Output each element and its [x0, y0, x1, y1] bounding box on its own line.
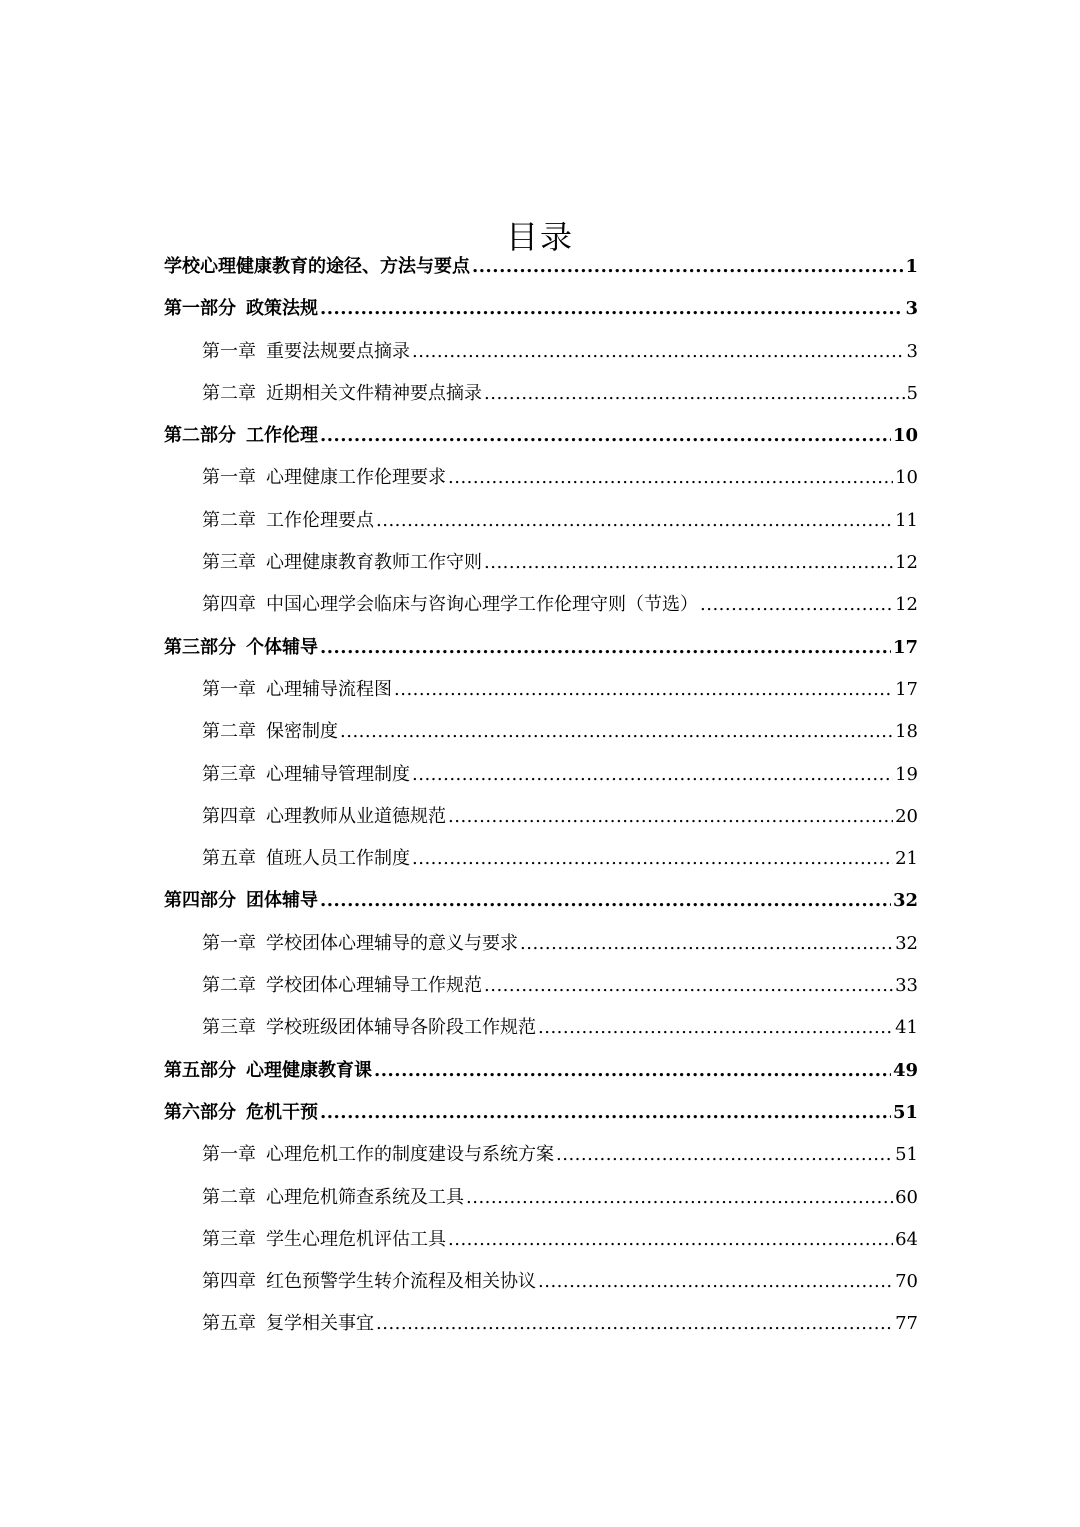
toc-chapter-entry[interactable]	[164, 669, 918, 711]
toc-entry-prefix: 第一章	[202, 467, 256, 489]
toc-page-number: 33	[895, 975, 918, 997]
toc-page-number: 17	[895, 678, 918, 700]
toc-leader-dots	[448, 457, 893, 499]
toc-entry-text: 学生心理危机评估工具	[266, 1228, 446, 1250]
table-of-contents	[164, 246, 918, 1346]
toc-part-entry[interactable]	[164, 246, 918, 288]
toc-entry-prefix: 第二章	[202, 1186, 256, 1208]
toc-chapter-entry[interactable]	[164, 1219, 918, 1261]
toc-page-number: 32	[892, 890, 918, 912]
toc-chapter-entry[interactable]	[164, 754, 918, 796]
toc-leader-dots	[412, 838, 893, 880]
toc-page-number: 41	[895, 1017, 918, 1039]
toc-part-entry[interactable]	[164, 627, 918, 669]
toc-page-number: 21	[895, 848, 918, 870]
toc-page-number: 12	[895, 552, 918, 574]
toc-leader-dots	[394, 669, 893, 711]
toc-page-number: 32	[895, 932, 918, 954]
toc-part-entry[interactable]	[164, 1050, 918, 1092]
toc-entry-prefix: 第三章	[202, 1017, 256, 1039]
toc-leader-dots	[412, 754, 893, 796]
toc-entry-text: 学校团体心理辅导的意义与要求	[266, 932, 518, 954]
toc-entry-text: 学校班级团体辅导各阶段工作规范	[266, 1017, 536, 1039]
toc-entry-text: 心理健康教育课	[246, 1059, 372, 1081]
toc-entry-prefix: 第三部分	[164, 636, 236, 658]
toc-entry-prefix: 第五部分	[164, 1059, 236, 1081]
toc-chapter-entry[interactable]	[164, 1303, 918, 1345]
toc-entry-text: 红色预警学生转介流程及相关协议	[266, 1271, 536, 1293]
toc-entry-prefix: 第二章	[202, 721, 256, 743]
toc-entry-text: 心理辅导流程图	[266, 678, 392, 700]
toc-leader-dots	[320, 288, 903, 330]
toc-entry-text: 心理危机工作的制度建设与系统方案	[266, 1144, 554, 1166]
toc-entry-text: 复学相关事宜	[266, 1313, 374, 1335]
toc-chapter-entry[interactable]	[164, 711, 918, 753]
toc-leader-dots	[448, 1219, 893, 1261]
toc-entry-prefix: 第三章	[202, 1228, 256, 1250]
toc-page-number: 10	[892, 425, 918, 447]
toc-leader-dots	[448, 796, 893, 838]
toc-entry-text: 近期相关文件精神要点摘录	[266, 382, 482, 404]
toc-entry-prefix: 第三章	[202, 763, 256, 785]
toc-page-number: 1	[905, 256, 918, 277]
toc-entry-prefix: 第二章	[202, 509, 256, 531]
toc-chapter-entry[interactable]	[164, 331, 918, 373]
toc-leader-dots	[340, 711, 893, 753]
toc-chapter-entry[interactable]	[164, 584, 918, 626]
toc-chapter-entry[interactable]	[164, 1007, 918, 1049]
toc-page-number: 77	[895, 1313, 918, 1335]
toc-leader-dots	[376, 1303, 893, 1345]
toc-leader-dots	[320, 1092, 891, 1134]
toc-entry-text: 值班人员工作制度	[266, 848, 410, 870]
toc-entry-text: 心理教师从业道德规范	[266, 805, 446, 827]
toc-entry-prefix: 第一部分	[164, 298, 236, 320]
toc-entry-text: 中国心理学会临床与咨询心理学工作伦理守则（节选）	[266, 594, 698, 616]
toc-page-number: 70	[895, 1271, 918, 1293]
toc-leader-dots	[538, 1261, 893, 1303]
toc-leader-dots	[376, 500, 893, 542]
toc-page-number: 64	[895, 1228, 918, 1250]
toc-chapter-entry[interactable]	[164, 457, 918, 499]
toc-page-number: 11	[895, 509, 918, 531]
toc-leader-dots	[520, 923, 893, 965]
toc-leader-dots	[484, 542, 893, 584]
toc-leader-dots	[412, 331, 905, 373]
toc-page-number: 12	[895, 594, 918, 616]
toc-entry-text: 学校心理健康教育的途径、方法与要点	[164, 256, 470, 277]
toc-chapter-entry[interactable]	[164, 796, 918, 838]
toc-chapter-entry[interactable]	[164, 1134, 918, 1176]
toc-leader-dots	[484, 373, 905, 415]
toc-entry-text: 重要法规要点摘录	[266, 340, 410, 362]
toc-page-number: 10	[895, 467, 918, 489]
toc-leader-dots	[320, 880, 891, 922]
toc-entry-text: 团体辅导	[246, 890, 318, 912]
toc-entry-prefix: 第四部分	[164, 890, 236, 912]
toc-entry-text: 心理辅导管理制度	[266, 763, 410, 785]
toc-entry-prefix: 第一章	[202, 932, 256, 954]
toc-entry-prefix: 第二章	[202, 382, 256, 404]
toc-entry-prefix: 第一章	[202, 678, 256, 700]
toc-entry-prefix: 第二章	[202, 975, 256, 997]
toc-leader-dots	[700, 584, 893, 626]
toc-leader-dots	[556, 1134, 893, 1176]
toc-entry-text: 心理健康教育教师工作守则	[266, 552, 482, 574]
toc-part-entry[interactable]	[164, 415, 918, 457]
toc-leader-dots	[320, 627, 891, 669]
toc-entry-text: 个体辅导	[246, 636, 318, 658]
toc-entry-text: 危机干预	[246, 1101, 318, 1123]
toc-page-number: 51	[892, 1101, 918, 1123]
toc-chapter-entry[interactable]	[164, 500, 918, 542]
toc-chapter-entry[interactable]	[164, 838, 918, 880]
toc-entry-prefix: 第四章	[202, 805, 256, 827]
toc-chapter-entry[interactable]	[164, 923, 918, 965]
toc-chapter-entry[interactable]	[164, 965, 918, 1007]
toc-leader-dots	[484, 965, 893, 1007]
toc-leader-dots	[320, 415, 891, 457]
toc-entry-text: 保密制度	[266, 721, 338, 743]
toc-entry-text: 工作伦理	[246, 425, 318, 447]
toc-page-number: 5	[906, 382, 918, 404]
toc-page-number: 18	[895, 721, 918, 743]
toc-title: 目录	[505, 218, 574, 257]
toc-entry-prefix: 第四章	[202, 1271, 256, 1293]
toc-entry-prefix: 第五章	[202, 848, 256, 870]
toc-entry-text: 政策法规	[246, 298, 318, 320]
toc-chapter-entry[interactable]	[164, 1261, 918, 1303]
toc-part-entry[interactable]	[164, 1092, 918, 1134]
toc-page-number: 60	[895, 1186, 918, 1208]
toc-page-number: 51	[895, 1144, 918, 1166]
toc-entry-text: 学校团体心理辅导工作规范	[266, 975, 482, 997]
toc-entry-prefix: 第五章	[202, 1313, 256, 1335]
toc-entry-prefix: 第二部分	[164, 425, 236, 447]
toc-entry-prefix: 第一章	[202, 1144, 256, 1166]
toc-page-number: 20	[895, 805, 918, 827]
toc-leader-dots	[538, 1007, 893, 1049]
toc-part-entry[interactable]	[164, 288, 918, 330]
toc-page-number: 3	[905, 298, 918, 320]
toc-entry-text: 心理健康工作伦理要求	[266, 467, 446, 489]
toc-chapter-entry[interactable]	[164, 1177, 918, 1219]
toc-page-number: 19	[895, 763, 918, 785]
toc-page-number: 49	[892, 1059, 918, 1081]
toc-entry-text: 心理危机筛查系统及工具	[266, 1186, 464, 1208]
toc-leader-dots	[466, 1177, 893, 1219]
toc-part-entry[interactable]	[164, 880, 918, 922]
toc-entry-prefix: 第一章	[202, 340, 256, 362]
toc-page-number: 3	[906, 340, 918, 362]
toc-leader-dots	[472, 246, 903, 288]
toc-chapter-entry[interactable]	[164, 373, 918, 415]
toc-entry-prefix: 第三章	[202, 552, 256, 574]
toc-chapter-entry[interactable]	[164, 542, 918, 584]
toc-page-number: 17	[892, 636, 918, 658]
toc-entry-prefix: 第六部分	[164, 1101, 236, 1123]
toc-entry-prefix: 第四章	[202, 594, 256, 616]
toc-leader-dots	[374, 1050, 891, 1092]
toc-entry-text: 工作伦理要点	[266, 509, 374, 531]
